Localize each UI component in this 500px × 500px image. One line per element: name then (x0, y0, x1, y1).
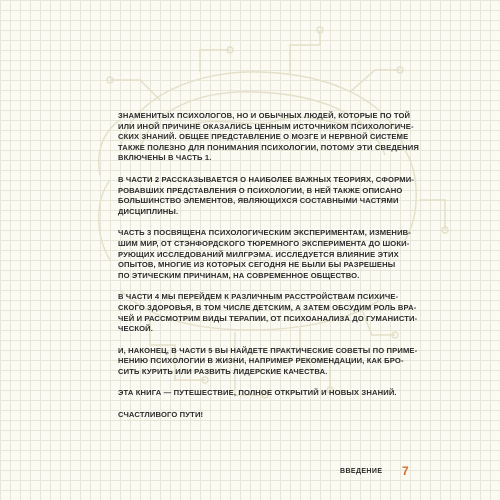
text-line: ЧЕСКОЙ. (118, 324, 154, 334)
text-line: ОПЫТОВ, МНОГИЕ ИЗ КОТОРЫХ СЕГОДНЯ НЕ БЫЛИ БЫ РАЗРЕШЕНЫ (118, 260, 396, 270)
paragraph-7 (118, 410, 408, 421)
paragraph-3 (118, 228, 411, 281)
paragraph-6 (118, 388, 408, 399)
text-line: В ЧАСТИ 4 МЫ ПЕРЕЙДЕМ К РАЗЛИЧНЫМ РАССТРОЙСТВАМ ПСИХИЧЕ- (118, 292, 399, 302)
text-line: ПО ЭТИЧЕСКИМ ПРИЧИНАМ, НА СОВРЕМЕННОЕ ОБЩЕСТВО. (118, 270, 360, 280)
text-line: ЧАСТЬ 3 ПОСВЯЩЕНА ПСИХОЛОГИЧЕСКИМ ЭКСПЕРИМЕНТАМ, ИЗМЕНИВ- (118, 228, 411, 238)
text-line: БОЛЬШИНСТВО ЭЛЕМЕНТОВ, ЯВЛЯЮЩИХСЯ СОСТАВНЫМИ ЧАСТЯМИ (118, 196, 399, 206)
text-line: РУЮЩИХ ИССЛЕДОВАНИЙ МИЛГРЭМА. ИССЛЕДУЕТСЯ ВЛИЯНИЕ ЭТИХ (118, 249, 399, 259)
text-line: ЧЕЙ И РАССМОТРИМ ВИДЫ ТЕРАПИИ, ОТ ПСИХОАНАЛИЗА ДО ГУМАНИСТИ- (118, 313, 418, 323)
text-line: И, НАКОНЕЦ, В ЧАСТИ 5 ВЫ НАЙДЕТЕ ПРАКТИЧЕСКИЕ СОВЕТЫ ПО ПРИМЕ- (118, 345, 418, 355)
text-line: ДИСЦИПЛИНЫ. (118, 206, 179, 216)
paragraph-5 (118, 345, 418, 378)
text-line: СКОГО ЗДОРОВЬЯ, В ТОМ ЧИСЛЕ ДЕТСКИМ, А ЗАТЕМ ОБСУДИМ РОЛЬ ВРА- (118, 302, 417, 312)
text-line: ИЛИ ИНОЙ ПРИЧИНЕ ОКАЗАЛИСЬ ЦЕННЫМ ИСТОЧНИКОМ ПСИХОЛОГИЧЕ- (118, 121, 414, 131)
paragraph-2 (118, 174, 414, 217)
text-line: ЗНАМЕНИТЫХ ПСИХОЛОГОВ, НО И ОБЫЧНЫХ ЛЮДЕЙ, КОТОРЫЕ ПО ТОЙ (118, 111, 411, 120)
text-line: В ЧАСТИ 2 РАССКАЗЫВАЕТСЯ О НАИБОЛЕЕ ВАЖНЫХ ТЕОРИЯХ, СФОРМИ- (118, 174, 414, 184)
text-line: СКИХ ЗНАНИЙ. ОБЩЕЕ ПРЕДСТАВЛЕНИЕ О МОЗГЕ И НЕРВНОЙ СИСТЕМЕ (118, 132, 409, 142)
section-name: ВВЕДЕНИЕ (340, 468, 383, 475)
page-footer (340, 465, 410, 479)
text-line: ВКЛЮЧЕНЫ В ЧАСТЬ 1. (118, 153, 212, 163)
paragraph-1 (118, 111, 419, 164)
text-line: РОВАВШИХ ПРЕДСТАВЛЕНИЯ О ПСИХОЛОГИИ, В НЕЙ ТАКЖЕ ОПИСАНО (118, 185, 403, 195)
text-line: ЭТА КНИГА — ПУТЕШЕСТВИЕ, ПОЛНОЕ ОТКРЫТИЙ И НОВЫХ ЗНАНИЙ. (118, 388, 397, 398)
paragraph-4 (118, 292, 418, 334)
text-line: СЧАСТЛИВОГО ПУТИ! (118, 410, 204, 420)
text-line: ШИМ МИР, ОТ СТЭНФОРДСКОГО ТЮРЕМНОГО ЭКСПЕРИМЕНТА ДО ШОКИ- (118, 238, 410, 248)
text-line: СИТЬ КУРИТЬ ИЛИ РАЗВИТЬ ЛИДЕРСКИЕ КАЧЕСТВА. (118, 366, 328, 376)
page-number: 7 (402, 464, 409, 478)
text-line: НЕНИЮ ПСИХОЛОГИИ В ЖИЗНИ, НАПРИМЕР РЕКОМЕНДАЦИИ, КАК БРО- (118, 356, 404, 366)
text-line: ТАКЖЕ ПОЛЕЗНО ДЛЯ ПОНИМАНИЯ ПСИХОЛОГИИ, ПОТОМУ ЭТИ СВЕДЕНИЯ (118, 142, 419, 152)
body-text (118, 111, 419, 432)
